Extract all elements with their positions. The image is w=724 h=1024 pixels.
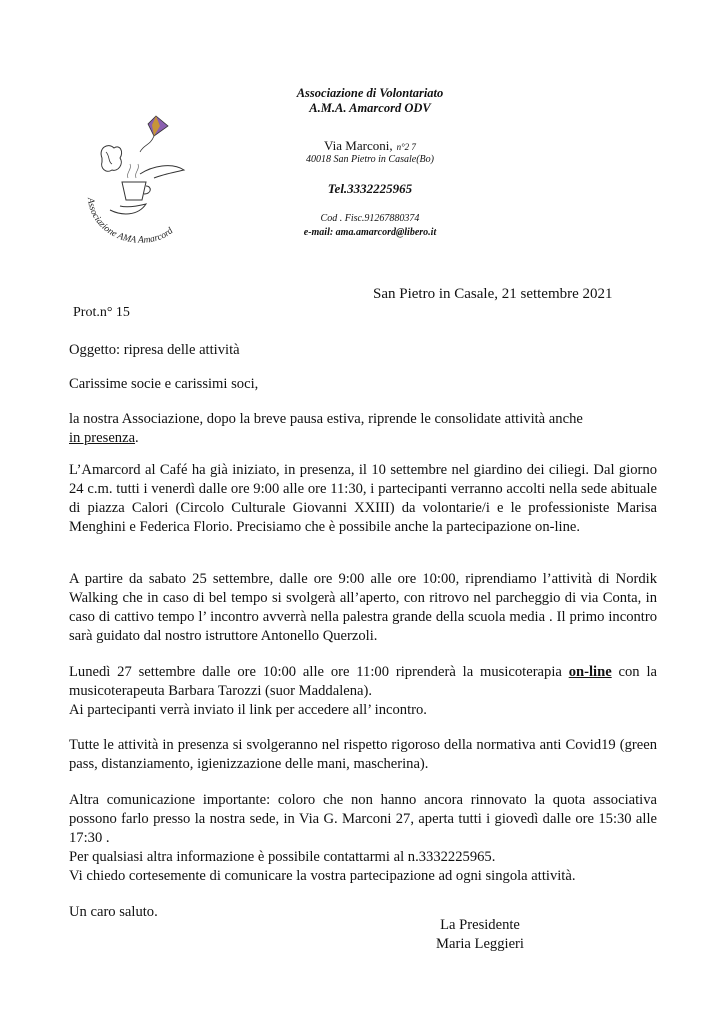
membership-contact: Per qualsiasi altra informazione è possibile contattarmi al n.3332225965.	[69, 849, 496, 865]
street-name: Via Marconi,	[324, 138, 393, 153]
protocol-number: Prot.n° 15	[73, 305, 130, 320]
address-city: 40018 San Pietro in Casale(Bo)	[306, 154, 434, 165]
paragraph-covid-rules: Tutte le attività in presenza si svolgeranno nel rispetto rigoroso della normativa anti Covid19 (green pass, distanziamento, igienizzazione delle mani, mascherina).	[69, 737, 657, 772]
membership-text: Altra comunicazione importante: coloro che non hanno ancora rinnovato la quota associativa possono farlo presso la nostra sede, in Via G. Marconi 27, aperta tutti i giovedì dalle ore 15:30 alle 17:30 .	[69, 792, 657, 846]
salutation: Carissime socie e carissimi soci,	[69, 376, 259, 392]
paragraph-nordic-walking: A partire da sabato 25 settembre, dalle ore 9:00 alle ore 10:00, riprendiamo l’attività di Nordik Walking che in caso di bel tempo si svolgerà all’aperto, con ritrovo nel parcheggio di via Conta, in caso di cattivo tempo l’ incontro avverrà nella palestra grande della scuola media . Il primo incontro sarà guidato dal nostro istruttore Antonello Querzoli.	[69, 571, 657, 644]
music-therapy-before: Lunedì 27 settembre dalle ore 10:00 alle ore 11:00 riprenderà la musicoterapia	[69, 664, 562, 680]
paragraph-membership	[69, 791, 657, 886]
date-place: San Pietro in Casale, 21 settembre 2021	[373, 286, 613, 302]
music-therapy-link-note: Ai partecipanti verrà inviato il link per accedere all’ incontro.	[69, 702, 427, 718]
signature-name: Maria Leggieri	[436, 936, 524, 952]
music-therapy-online: on-line	[568, 664, 612, 680]
tax-code: Cod . Fisc.91267880374	[320, 213, 420, 224]
association-name-line2: A.M.A. Amarcord ODV	[309, 101, 431, 115]
intro-underlined: in presenza	[69, 430, 136, 446]
association-name-line1: Associazione di Volontariato	[296, 86, 444, 100]
intro-tail: .	[135, 430, 139, 446]
logo-text: Associazione AMA Amarcord	[84, 197, 176, 246]
paragraph-amarcord-cafe: L’Amarcord al Café ha già iniziato, in presenza, il 10 settembre nel giardino dei ciliegi. Dal giorno 24 c.m. tutti i venerdì dalle ore 9:00 alle ore 11:30, i partecipanti verranno accolti nella sede abituale di piazza Calori (Circolo Culturale Giovanni XXIII) da volontarie/i e le professioniste Marisa Menghini e Federica Florio. Precisiamo che è possibile anche la partecipazione on-line.	[69, 462, 657, 535]
cup-icon	[122, 182, 146, 200]
logo-drawing	[80, 112, 200, 252]
membership-request: Vi chiedo cortesemente di comunicare la vostra partecipazione ad ogni singola attività.	[69, 868, 576, 884]
phone-number: Tel.3332225965	[327, 181, 413, 196]
association-logo	[80, 112, 200, 252]
subject-line: Oggetto: ripresa delle attività	[69, 342, 240, 358]
intro-text: la nostra Associazione, dopo la breve pausa estiva, riprende le consolidate attività anche	[69, 411, 583, 427]
email-address: e-mail: ama.amarcord@libero.it	[303, 227, 437, 238]
svg-text:Associazione AMA Amarcord	[85, 196, 176, 246]
address-street	[220, 138, 520, 154]
street-number: n°2 7	[396, 142, 416, 152]
closing-greeting: Un caro saluto.	[69, 904, 158, 920]
paragraph-intro	[69, 410, 657, 448]
paragraph-music-therapy	[69, 663, 657, 720]
signature-role: La Presidente	[440, 917, 520, 933]
music-therapy-after: con la musicoterapeuta Barbara Tarozzi (suor Maddalena).	[69, 664, 657, 699]
